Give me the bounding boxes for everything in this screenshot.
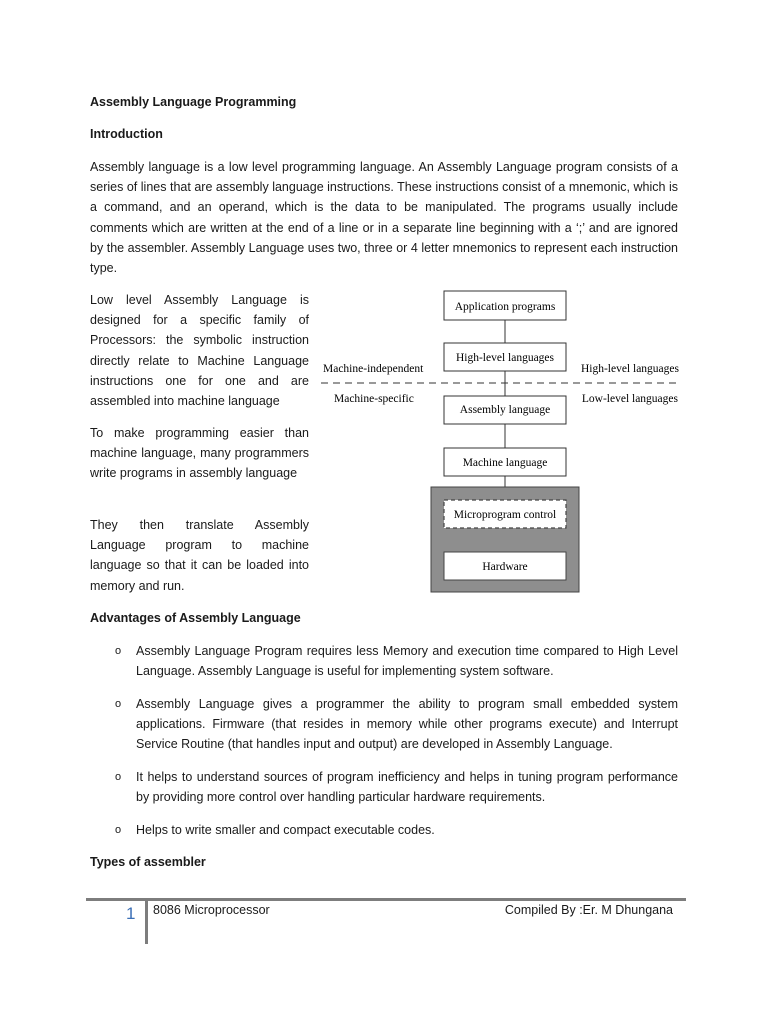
- box-label-application-programs: Application programs: [454, 301, 556, 313]
- list-item: [115, 694, 678, 755]
- side-paragraph-2: To make programming easier than machine language, many programmers write programs in assembly language: [90, 426, 309, 481]
- bullet-icon: o: [115, 824, 122, 836]
- label-machine-independent: Machine-independent: [323, 363, 424, 375]
- footer-rule: [86, 898, 686, 901]
- label-high-level-languages: High-level languages: [580, 363, 679, 375]
- box-label-assembly-language: Assembly language: [459, 404, 551, 416]
- footer-course-title: 8086 Microprocessor: [153, 903, 270, 917]
- introduction-paragraph: Assembly language is a low level programming language. An Assembly Language program consists of a series of lines that are assembly language instructions. These instructions consist of a mnemonic, which is a command, and an operand, which is the data to be manipulated. The programs usually include comments which are written at the end of a line or in a separate line beginning with a ‘;’ and are ignored by the assembler. Assembly Language uses two, three or 4 letter mnemonics to represent each instruction type.: [90, 160, 678, 276]
- advantage-text-1: Assembly Language Program requires less Memory and execution time compared to High Level Language. Assembly Language is useful for implementing system software.: [136, 644, 678, 679]
- types-of-assembler-heading: Types of assembler: [90, 855, 206, 869]
- advantage-text-2: Assembly Language gives a programmer the ability to program small embedded system applications. Firmware (that resides in memory while other programs execute) and Interrupt Service Routine (that handles input and output) are developed in Assembly Language.: [136, 697, 678, 752]
- page-title: Assembly Language Programming: [90, 95, 297, 109]
- label-low-level-languages: Low-level languages: [581, 393, 678, 405]
- bullet-icon: o: [115, 645, 122, 657]
- box-label-high-level-languages: High-level languages: [455, 352, 555, 364]
- introduction-heading: Introduction: [90, 127, 163, 141]
- side-paragraph-1: Low level Assembly Language is designed for a specific family of Processors: the symbolic instruction directly relate to Machine Language instructions one for one and are assembled into machine language: [90, 293, 309, 409]
- advantage-text-3: It helps to understand sources of program inefficiency and helps in tuning program performance by providing more control over handling particular hardware requirements.: [136, 770, 678, 805]
- list-item: [115, 820, 678, 840]
- box-label-machine-language: Machine language: [462, 457, 548, 469]
- box-label-hardware: Hardware: [482, 561, 528, 573]
- bullet-icon: o: [115, 771, 122, 783]
- label-machine-specific: Machine-specific: [334, 393, 414, 405]
- box-label-microprogram-control: Microprogram control: [453, 509, 557, 521]
- advantages-heading: Advantages of Assembly Language: [90, 611, 301, 625]
- list-item: [115, 767, 678, 807]
- footer-author: Compiled By :Er. M Dhungana: [504, 903, 673, 917]
- advantage-text-4: Helps to write smaller and compact executable codes.: [136, 823, 435, 837]
- page-number: 1: [126, 904, 136, 923]
- bullet-icon: o: [115, 698, 122, 710]
- list-item: [115, 641, 678, 681]
- language-hierarchy-diagram: [318, 286, 682, 596]
- side-paragraph-3: They then translate Assembly Language program to machine language so that it can be loaded into memory and run.: [90, 518, 309, 593]
- footer-divider: [145, 898, 148, 944]
